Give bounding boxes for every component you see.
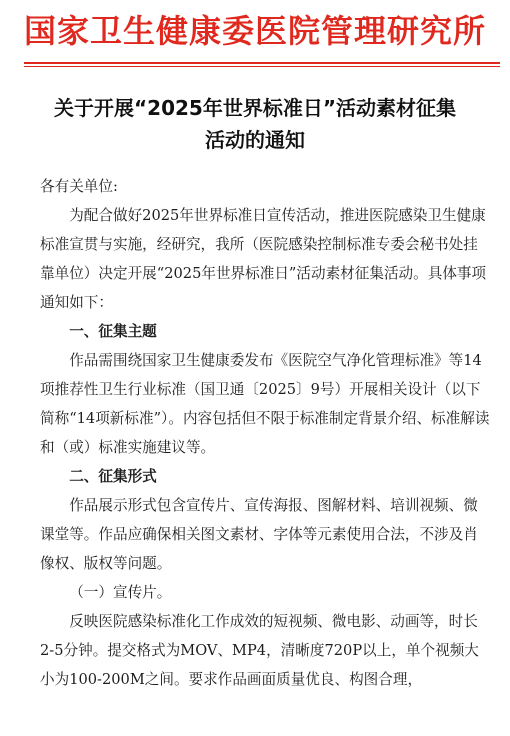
section-1-heading: 一、征集主题: [69, 323, 157, 340]
subsection-1-heading: （一）宣传片。: [69, 584, 172, 601]
letterhead-divider-thin: [24, 66, 500, 67]
document-body: [40, 172, 490, 694]
title-line-1: 关于开展“2025年世界标准日”活动素材征集: [54, 96, 456, 120]
title-line-2: 活动的通知: [205, 128, 305, 152]
letterhead-divider: [24, 62, 500, 64]
section-2-paragraph: 作品展示形式包含宣传片、宣传海报、图解材料、培训视频、微课堂等。作品应确保相关图文素材、字体等元素使用合法，不涉及肖像权、版权等问题。: [40, 497, 478, 572]
intro-paragraph: 为配合做好2025年世界标准日宣传活动，推进医院感染卫生健康标准宣贯与实施，经研究，我所（医院感染控制标准专委会秘书处挂靠单位）决定开展“2025年世界标准日”活动素材征集活动。具体事项通知如下：: [40, 207, 487, 311]
section-1-paragraph: 作品需围绕国家卫生健康委发布《医院空气净化管理标准》等14项推荐性卫生行业标准（国卫通〔2025〕9号）开展相关设计（以下简称“14项新标准”）。内容包括但不限于标准制定背景介绍、标准解读和（或）标准实施建议等。: [40, 352, 490, 456]
salutation: 各有关单位:: [40, 178, 118, 195]
section-2-heading: 二、征集形式: [69, 468, 157, 485]
subsection-1-paragraph: 反映医院感染标准化工作成效的短视频、微电影、动画等，时长2-5分钟。提交格式为MOV、MP4，清晰度720P以上，单个视频大小为100-200M之间。要求作品画面质量优良、构图合理，: [40, 613, 479, 688]
document-title: [20, 92, 490, 156]
letterhead: 国家卫生健康委医院管理研究所: [23, 12, 486, 50]
